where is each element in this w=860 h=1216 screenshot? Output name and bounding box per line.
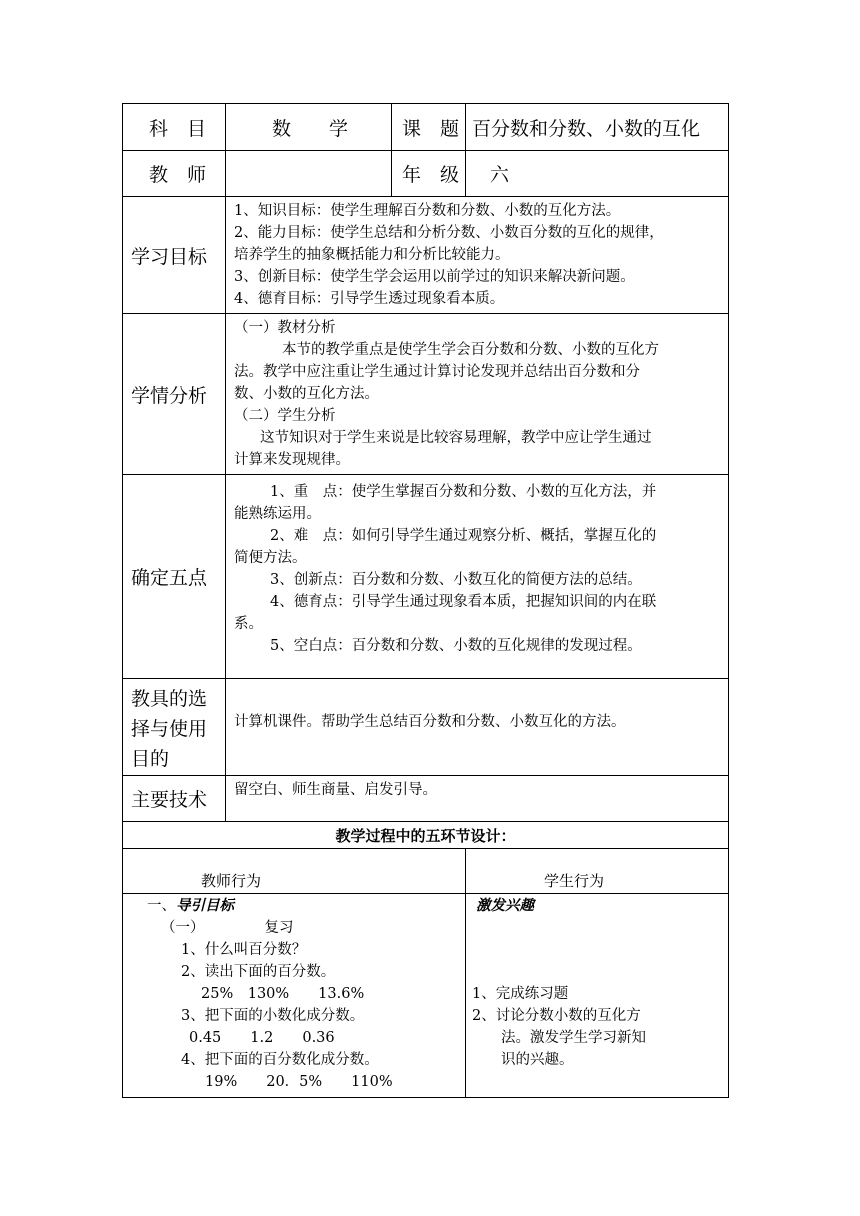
technique-label: 主要技术 [123,776,226,822]
teacher-label: 教 师 [123,151,226,197]
student-line: 识的兴趣。 [501,1052,574,1068]
analysis-line: 法。教学中应注重让学生通过计算讨论发现并总结出百分数和分 [234,364,640,380]
five-points-line: 2、难 点：如何引导学生通过观察分析、概括，掌握互化的 [270,528,657,544]
analysis-line: 数、小数的互化方法。 [234,386,379,402]
process-content-row [123,894,729,1098]
topic-label: 课 题 [392,104,466,151]
technique-row [123,776,729,822]
review-title: 复习 [264,920,294,936]
analysis-line: 本节的教学重点是使学生学会百分数和分数、小数的互化方 [282,342,659,358]
student-line: 2、讨论分数小数的互化方 [472,1008,641,1024]
goals-line: 2、能力目标：使学生总结和分析分数、小数百分数的互化的规律， [234,225,664,241]
goals-row [123,197,729,314]
tools-label-line: 教具的选 [131,688,208,710]
teacher-line: 1、什么叫百分数？ [181,942,307,958]
student-spacer [472,917,724,983]
topic-value: 百分数和分数、小数的互化 [466,104,729,151]
teacher-line: 25% 130% 13.6% [201,986,365,1002]
teacher-line: 4、把下面的百分数化成分数。 [181,1052,379,1068]
goals-line: 1、知识目标：使学生理解百分数和分数、小数的互化方法。 [234,203,621,219]
process-title-row [123,822,729,849]
five-points-line: 4、德育点：引导学生通过现象看本质，把握知识间的内在联 [270,594,657,610]
teacher-value [226,151,392,197]
five-points-line: 5、空白点：百分数和分数、小数的互化规律的发现过程。 [270,638,642,654]
five-points-line: 1、重 点：使学生掌握百分数和分数、小数的互化方法，并 [270,484,657,500]
analysis-content [226,314,729,475]
analysis-label: 学情分析 [123,314,226,475]
analysis-line: 这节知识对于学生来说是比较容易理解，教学中应让学生通过 [260,430,652,446]
five-points-label: 确定五点 [123,475,226,679]
tools-row [123,679,729,776]
tools-value: 计算机课件。帮助学生总结百分数和分数、小数互化的方法。 [234,713,626,730]
lesson-plan-table [122,103,729,1098]
section-title: 导引目标 [176,897,234,914]
goals-content [226,197,729,314]
grade-label: 年 级 [392,151,466,197]
five-points-row [123,475,729,679]
student-line: 法。激发学生学习新知 [501,1030,646,1046]
subject-row [123,104,729,151]
review-prefix: （一） [161,920,205,936]
teacher-behavior-cell [123,894,466,1098]
goals-line: 培养学生的抽象概括能力和分析比较能力。 [234,247,510,263]
section-prefix: 一、 [147,898,176,914]
student-title: 激发兴趣 [476,897,534,914]
teacher-line: 2、读出下面的百分数。 [181,964,336,980]
five-points-content [226,475,729,679]
tools-label-line: 择与使用 [131,718,208,740]
five-points-line: 简便方法。 [234,550,307,566]
analysis-subheading: （一）教材分析 [234,320,336,336]
five-points-line: 3、创新点：百分数和分数、小数互化的简便方法的总结。 [270,572,642,588]
analysis-row [123,314,729,475]
technique-value: 留空白、师生商量、启发引导。 [226,776,729,822]
subject-value: 数 学 [226,104,392,151]
goals-label: 学习目标 [123,197,226,314]
process-title: 教学过程中的五环节设计： [123,822,729,849]
subject-label: 科 目 [123,104,226,151]
five-points-line: 能熟练运用。 [234,506,321,522]
goals-line: 4、德育目标：引导学生透过现象看本质。 [234,291,505,307]
review-heading [131,917,461,939]
section-heading [131,895,461,917]
tools-label-line: 目的 [131,748,170,770]
teacher-line: 19% 20．5% 110% [205,1074,393,1090]
goals-line: 3、创新目标：使学生学会运用以前学过的知识来解决新问题。 [234,269,635,285]
analysis-subheading: （二）学生分析 [234,408,336,424]
teacher-line: 3、把下面的小数化成分数。 [181,1008,365,1024]
analysis-line: 计算来发现规律。 [234,452,350,468]
teacher-line: 0.45 1.2 0.36 [189,1030,335,1046]
five-points-line: 系。 [234,616,263,632]
process-header-row [123,849,729,894]
teacher-row [123,151,729,197]
student-behavior-header: 学生行为 [466,849,729,894]
grade-value: 六 [466,151,729,197]
teacher-behavior-header: 教师行为 [123,849,466,894]
student-behavior-cell [466,894,729,1098]
tools-label [123,679,226,776]
student-line: 1、完成练习题 [472,986,569,1002]
tools-content [226,679,729,776]
